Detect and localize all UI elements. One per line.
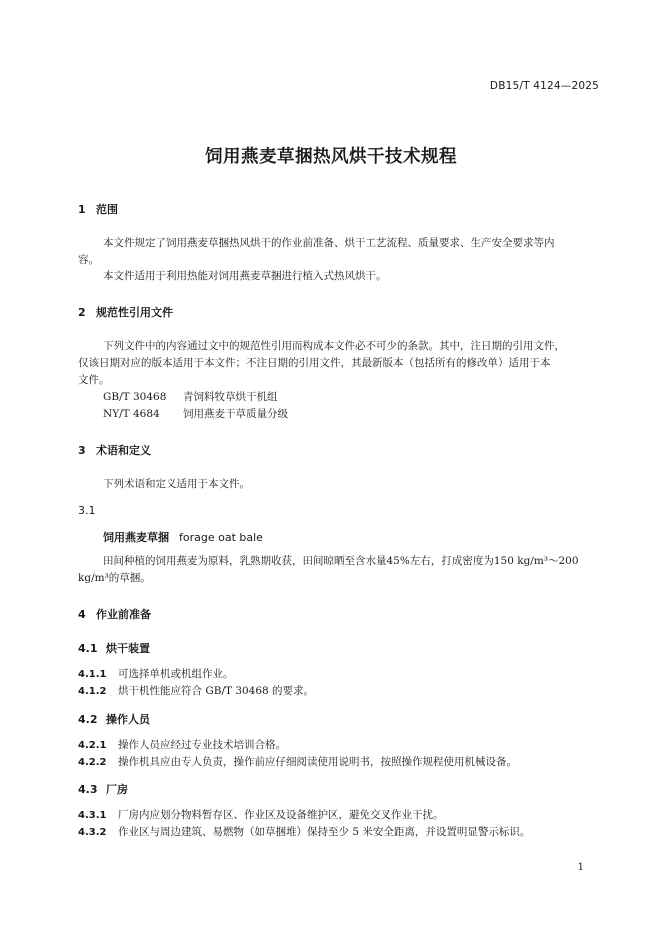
section-title: 范围 — [96, 203, 118, 216]
subsection-4-2-heading — [78, 711, 150, 727]
subsection-number: 4.1 — [78, 642, 98, 655]
subsection-title: 厂房 — [106, 783, 128, 796]
clause-number: 4.1.1 — [78, 669, 107, 680]
subsection-4-3-heading — [78, 781, 128, 797]
clause-number: 4.3.2 — [78, 827, 107, 838]
term-definition: kg/m³的草捆。 — [78, 572, 151, 584]
section-title: 术语和定义 — [96, 444, 151, 457]
section-1-heading — [78, 201, 118, 217]
page-number: 1 — [577, 862, 584, 873]
reference-title: 青饲料牧草烘干机组 — [183, 391, 278, 403]
reference-item — [78, 389, 278, 406]
clause-number: 4.1.2 — [78, 686, 107, 697]
paragraph: 文件。 — [78, 374, 110, 386]
paragraph: 仅该日期对应的版本适用于本文件；不注日期的引用文件，其最新版本（包括所有的修改单）适用于本 — [78, 357, 551, 369]
paragraph: 本文件规定了饲用燕麦草捆热风烘干的作业前准备、烘干工艺流程、质量要求、生产安全要求等内 — [103, 237, 555, 249]
term-entry — [103, 529, 263, 545]
clause-number: 4.2.2 — [78, 757, 107, 768]
term-en: forage oat bale — [179, 531, 263, 544]
term-zh: 饲用燕麦草捆 — [103, 531, 169, 544]
paragraph: 下列文件中的内容通过文中的规范性引用而构成本文件必不可少的条款。其中，注日期的引用文件， — [103, 340, 565, 352]
section-number: 4 — [78, 608, 86, 621]
section-4-heading — [78, 606, 151, 622]
term-definition: 田间种植的饲用燕麦为原料，乳熟期收获，田间晾晒至含水量45%左右，打成密度为150 kg/m³～200 — [103, 555, 579, 567]
clause-text: 厂房内应划分物料暂存区、作业区及设备维护区，避免交叉作业干扰。 — [118, 809, 444, 821]
clause-text: 操作机具应由专人负责，操作前应仔细阅读使用说明书，按照操作规程使用机械设备。 — [118, 756, 517, 768]
section-3-heading — [78, 442, 151, 458]
clause — [78, 683, 314, 700]
reference-item — [78, 406, 288, 423]
clause-text: 作业区与周边建筑、易燃物（如草捆堆）保持至少 5 米安全距离，并设置明显警示标识。 — [118, 826, 531, 838]
clause — [78, 737, 286, 754]
clause — [78, 824, 530, 841]
clause-text: 可选择单机或机组作业。 — [118, 668, 234, 680]
reference-code: GB/T 30468 — [103, 391, 167, 403]
reference-code: NY/T 4684 — [103, 408, 160, 420]
paragraph: 容。 — [78, 254, 99, 266]
section-title: 规范性引用文件 — [96, 306, 173, 319]
paragraph: 下列术语和定义适用于本文件。 — [103, 478, 250, 490]
subsection-4-1-heading — [78, 640, 150, 656]
clause — [78, 666, 234, 683]
section-2-heading — [78, 304, 173, 320]
subsection-title: 操作人员 — [106, 713, 150, 726]
clause — [78, 807, 444, 824]
paragraph: 本文件适用于利用热能对饲用燕麦草捆进行植入式热风烘干。 — [103, 270, 387, 282]
clause-number: 4.2.1 — [78, 740, 107, 751]
section-number: 2 — [78, 306, 86, 319]
clause-text: 烘干机性能应符合 GB/T 30468 的要求。 — [118, 685, 315, 697]
section-number: 1 — [78, 203, 86, 216]
clause-text: 操作人员应经过专业技术培训合格。 — [118, 739, 286, 751]
document-number: DB15/T 4124—2025 — [489, 80, 599, 92]
term-number: 3.1 — [78, 504, 96, 517]
document-title: 饲用燕麦草捆热风烘干技术规程 — [205, 147, 457, 167]
clause — [78, 754, 517, 771]
section-number: 3 — [78, 444, 86, 457]
clause-number: 4.3.1 — [78, 810, 107, 821]
subsection-title: 烘干装置 — [106, 642, 150, 655]
reference-title: 饲用燕麦干草质量分级 — [183, 408, 288, 420]
subsection-number: 4.3 — [78, 783, 98, 796]
section-title: 作业前准备 — [96, 608, 151, 621]
subsection-number: 4.2 — [78, 713, 98, 726]
